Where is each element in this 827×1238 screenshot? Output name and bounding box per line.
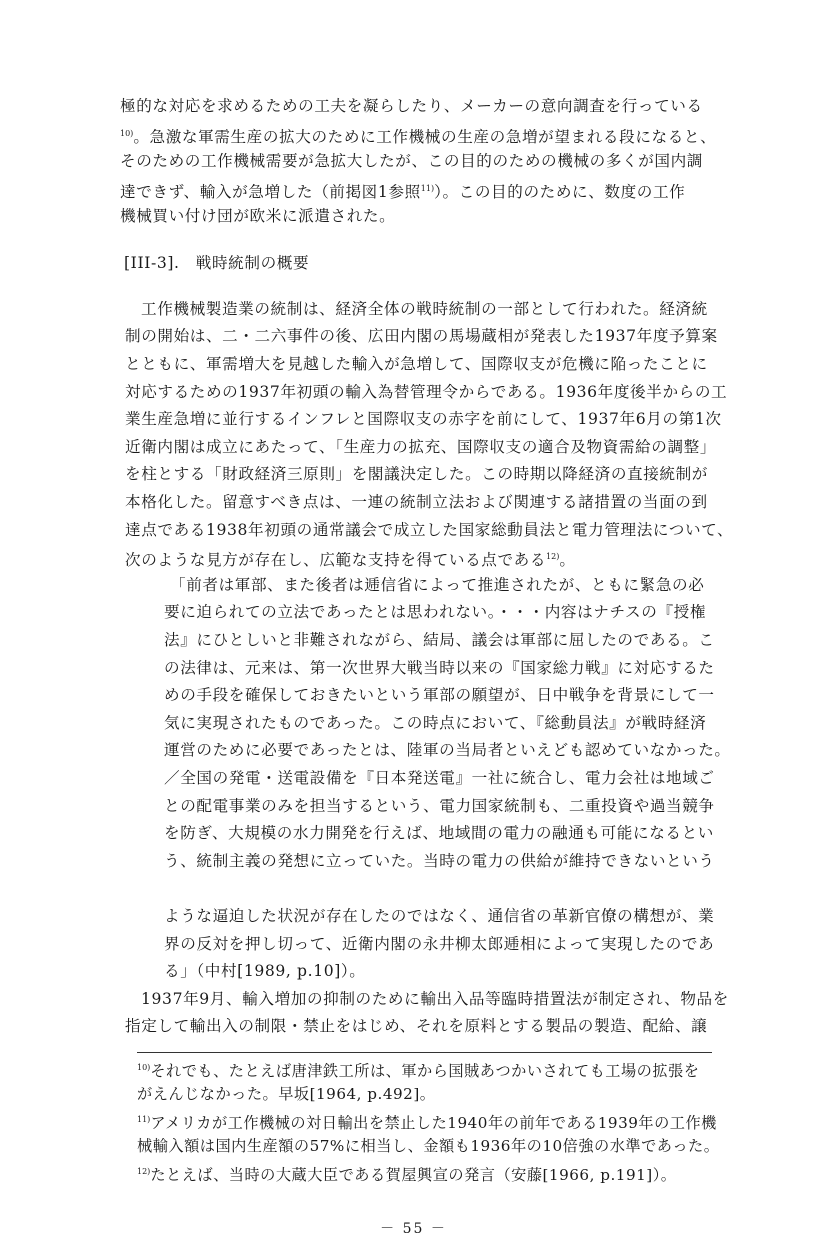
quote-line: う、統制主義の発想に立っていた。当時の電力の供給が維持できないという (164, 851, 715, 870)
footnote-line: 械輸入額は国内生産額の57%に相当し、金額も1936年の10倍強の水準であった。 (137, 1137, 720, 1156)
quote-line: めの手段を確保しておきたいという軍部の願望が、日中戦争を背景にして一 (164, 686, 715, 705)
body-text-line: 近衛内閣は成立にあたって、「生産力の拡充、国際収支の適合及物資需給の調整」 (125, 437, 717, 456)
quote-line: の法律は、元来は、第一次世界大戦当時以来の『国家総力戦』に対応するた (164, 658, 715, 677)
footnote-divider (137, 1052, 712, 1053)
body-text-line: 極的な対応を求めるための工夫を凝らしたり、メーカーの意向調査を行っている (120, 97, 703, 115)
page-number: － 55 － (380, 1221, 447, 1238)
body-text-line: そのための工作機械需要が急拡大したが、この目的のための機械の多くが国内調 (120, 152, 703, 171)
quote-line: 気に実現されたものであった。この時点において、『総動員法』が戦時経済 (164, 713, 707, 732)
footnote-ref: 12) (546, 552, 560, 562)
body-text-line: 対応するための1937年初頭の輸入為替管理令からである。1936年度後半からの工 (125, 382, 728, 401)
quote-line: 運営のために必要であったとは、陸軍の当局者といえども認めていなかった。 (164, 741, 731, 760)
footnote-marker: 11) (137, 1115, 151, 1125)
body-text-line: 制の開始は、二・二六事件の後、広田内閣の馬場蔵相が発表した1937年度予算案 (125, 327, 718, 346)
quote-line: ような逼迫した状況が存在したのではなく、通信省の革新官僚の構想が、業 (164, 907, 715, 926)
quote-line: 要に迫られての立法であったとは思われない。・・・内容はナチスの『授権 (164, 603, 707, 622)
body-text-line: 指定して輸出入の制限・禁止をはじめ、それを原料とする製品の製造、配給、譲 (125, 1017, 708, 1036)
footnote-ref: 10) (120, 128, 134, 138)
footnote-ref: 11) (420, 183, 435, 193)
body-text-line: を柱とする「財政経済三原則」を閣議決定した。この時期以降経済の直接統制が (125, 465, 708, 484)
body-text-line: $^{10)}$。急激な軍需生産の拡大のために工作機械の生産の急増が望まれる段になると、 (120, 127, 717, 146)
section-heading: [III-3]. 戦時統制の概要 (124, 254, 310, 273)
quote-line: ／全国の発電・送電設備を『日本発送電』一社に統合し、電力会社は地域ご (164, 769, 715, 788)
footnote-line: $^{11)}$アメリカが工作機械の対日輸出を禁止した1940年の前年である1939年の工作機 (137, 1114, 717, 1133)
quote-line: 法』にひとしいと非難されながら、結局、議会は軍部に屈したのである。こ (164, 631, 715, 650)
footnote-line: $^{12)}$たとえば、当時の大蔵大臣である賀屋興宣の発言（安藤[1966, p.191]）。 (137, 1166, 677, 1185)
footnote-line: $^{10)}$それでも、たとえば唐津鉄工所は、軍から国賊あつかいされても工場の拡張を (137, 1062, 700, 1081)
body-text-line: 達点である1938年初頭の通常議会で成立した国家総動員法と電力管理法について、 (125, 520, 734, 539)
body-text-line: 達できず、輸入が急増した（前掲図1参照$^{11)}$）。この目的のために、数度の工作 (120, 182, 686, 201)
footnote-marker: 10) (137, 1063, 151, 1073)
body-text-line: 次のような見方が存在し、広範な支持を得ている点である$^{12)}$。 (125, 551, 576, 570)
body-text-line: とともに、軍需増大を見越した輸入が急増して、国際収支が危機に陥ったことに (125, 355, 708, 374)
quote-line: との配電事業のみを担当するという、電力国家統制も、二重投資や過当競争 (164, 796, 715, 815)
body-text-line: 本格化した。留意すべき点は、一連の統制立法および関連する諸措置の当面の到 (125, 493, 708, 512)
body-text-line: 機械買い付け団が欧米に派遣された。 (120, 207, 396, 226)
footnote-line: がえんじなかった。早坂[1964, p.492]。 (137, 1085, 436, 1104)
body-text-line: 工作機械製造業の統制は、経済全体の戦時統制の一部として行われた。経済統 (141, 299, 708, 318)
body-text-line: 1937年9月、輸入増加の抑制のために輸出入品等臨時措置法が制定され、物品を (141, 989, 729, 1008)
quote-line: を防ぎ、大規模の水力開発を行えば、地域間の電力の融通も可能になるとい (164, 824, 714, 843)
quote-line: る」（中村[1989, p.10]）。 (164, 962, 366, 981)
quote-line: 「前者は軍部、また後者は逓信省によって推進されたが、ともに緊急の必 (170, 575, 705, 594)
footnote-marker: 12) (137, 1167, 151, 1177)
quote-line: 界の反対を押し切って、近衛内閣の永井柳太郎逓相によって実現したのであ (164, 934, 715, 953)
body-text-line: 業生産急増に並行するインフレと国際収支の赤字を前にして、1937年6月の第1次 (125, 410, 722, 429)
